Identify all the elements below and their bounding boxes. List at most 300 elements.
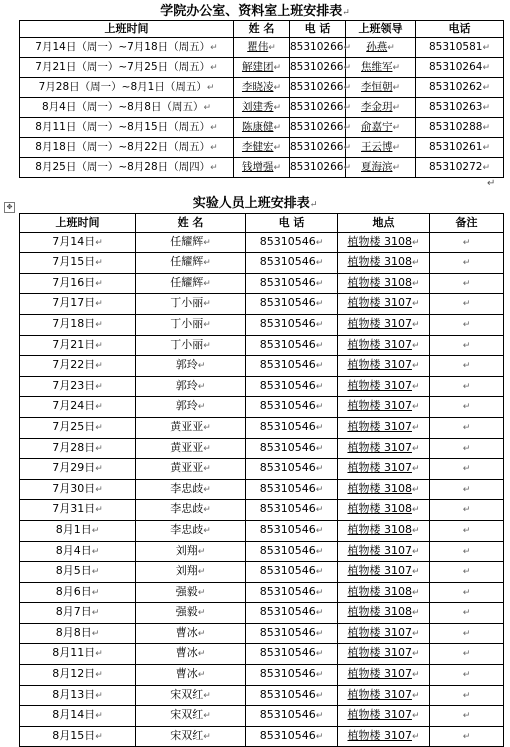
- office-schedule-cell-text: 夏海滨: [360, 161, 393, 173]
- cell-end-mark-icon: ↵: [268, 43, 276, 53]
- lab-schedule-cell-location[interactable]: [338, 706, 430, 727]
- lab-schedule-title-text: 实验人员上班安排表: [192, 196, 310, 211]
- office-schedule-cell-text: 钱增强: [241, 161, 274, 173]
- office-schedule-cell-name[interactable]: [234, 58, 290, 78]
- lab-schedule-cell-location[interactable]: [338, 541, 430, 562]
- office-schedule-header-row: [20, 21, 504, 38]
- office-schedule-cell-time[interactable]: [20, 78, 234, 98]
- lab-schedule-row: [20, 479, 504, 500]
- lab-schedule-cell-phone[interactable]: [246, 459, 338, 480]
- lab-schedule-cell-phone[interactable]: [246, 417, 338, 438]
- cell-end-mark-icon: ↵: [315, 690, 324, 701]
- office-schedule-cell-name[interactable]: [234, 118, 290, 138]
- cell-end-mark-icon: ↵: [462, 546, 471, 557]
- lab-schedule-cell-time[interactable]: [20, 541, 136, 562]
- lab-schedule-cell-name[interactable]: [136, 562, 246, 583]
- lab-schedule-cell-time[interactable]: [20, 335, 136, 356]
- lab-schedule-cell-name[interactable]: [136, 623, 246, 644]
- lab-schedule-cell-note[interactable]: [430, 273, 504, 294]
- lab-schedule-cell-location[interactable]: [338, 253, 430, 274]
- lab-schedule-cell-note[interactable]: [430, 479, 504, 500]
- lab-schedule-cell-text: 85310546: [259, 564, 316, 578]
- lab-schedule-cell-name[interactable]: [136, 294, 246, 315]
- lab-schedule-cell-name[interactable]: [136, 479, 246, 500]
- lab-schedule-cell-text: 7月17日: [52, 296, 96, 310]
- cell-end-mark-icon: ↵: [462, 258, 471, 269]
- lab-schedule-cell-note[interactable]: [430, 685, 504, 706]
- lab-schedule-cell-name[interactable]: [136, 582, 246, 603]
- office-header-time: 上班时间: [20, 21, 234, 38]
- lab-schedule-cell-text: 8月15日: [52, 728, 96, 742]
- cell-end-mark-icon: ↵: [210, 63, 218, 73]
- lab-schedule-cell-location[interactable]: [338, 623, 430, 644]
- office-schedule-cell-text: 85310272: [429, 161, 483, 173]
- lab-schedule-cell-time[interactable]: [20, 376, 136, 397]
- lab-schedule-cell-location[interactable]: [338, 273, 430, 294]
- lab-schedule-cell-location[interactable]: [338, 438, 430, 459]
- cell-end-mark-icon: ↵: [273, 103, 282, 113]
- cell-end-mark-icon: ↵: [95, 299, 103, 310]
- lab-schedule-cell-time[interactable]: [20, 623, 136, 644]
- office-schedule-cell-time[interactable]: [20, 138, 234, 158]
- lab-schedule-cell-phone[interactable]: [246, 273, 338, 294]
- lab-schedule-cell-name[interactable]: [136, 273, 246, 294]
- lab-schedule-cell-text: 7月21日: [52, 337, 96, 351]
- lab-schedule-cell-text: 8月14日: [52, 708, 96, 722]
- lab-schedule-cell-text: 宋双红: [170, 708, 204, 722]
- lab-schedule-cell-text: 丁小丽: [170, 296, 204, 310]
- lab-schedule-cell-text: 8月7日: [55, 605, 92, 619]
- lab-schedule-cell-name[interactable]: [136, 706, 246, 727]
- lab-schedule-cell-phone[interactable]: [246, 314, 338, 335]
- lab-schedule-cell-text: 8月6日: [55, 584, 92, 598]
- cell-end-mark-icon: ↵: [203, 731, 211, 742]
- cell-end-mark-icon: ↵: [462, 649, 471, 660]
- cell-end-mark-icon: ↵: [95, 237, 103, 248]
- office-schedule-cell-name[interactable]: [234, 158, 290, 178]
- cell-end-mark-icon: ↵: [462, 711, 471, 722]
- office-schedule-cell-leader[interactable]: [346, 138, 416, 158]
- office-schedule-cell-leader-phone[interactable]: [416, 98, 504, 118]
- lab-schedule-cell-text: 85310546: [259, 728, 316, 742]
- cell-end-mark-icon: ↵: [273, 143, 282, 153]
- office-schedule-cell-text: 李健宏: [241, 141, 274, 153]
- office-schedule-cell-phone[interactable]: [290, 38, 351, 58]
- lab-schedule-cell-location[interactable]: [338, 582, 430, 603]
- lab-schedule-cell-text: 85310546: [259, 316, 316, 330]
- lab-schedule-row: [20, 314, 504, 335]
- lab-schedule-cell-name[interactable]: [136, 726, 246, 747]
- office-schedule-cell-time[interactable]: [20, 158, 234, 178]
- cell-end-mark-icon: ↵: [411, 546, 420, 557]
- lab-schedule-cell-text: 8月4日: [55, 543, 92, 557]
- lab-schedule-cell-time[interactable]: [20, 582, 136, 603]
- lab-schedule-cell-phone[interactable]: [246, 644, 338, 665]
- lab-schedule-cell-location[interactable]: [338, 500, 430, 521]
- office-schedule-cell-phone[interactable]: [290, 78, 351, 98]
- lab-schedule-row: [20, 294, 504, 315]
- lab-schedule-cell-note[interactable]: [430, 314, 504, 335]
- lab-schedule-cell-note[interactable]: [430, 603, 504, 624]
- office-schedule-cell-name[interactable]: [234, 138, 290, 158]
- lab-schedule-cell-note[interactable]: [430, 417, 504, 438]
- lab-schedule-cell-phone[interactable]: [246, 438, 338, 459]
- cell-end-mark-icon: ↵: [411, 319, 420, 330]
- office-schedule-cell-leader-phone[interactable]: [416, 158, 504, 178]
- lab-schedule-cell-text: 丁小丽: [170, 337, 204, 351]
- lab-schedule-cell-note[interactable]: [430, 253, 504, 274]
- office-schedule-cell-name[interactable]: [234, 98, 290, 118]
- office-schedule-cell-text: 王云博: [360, 141, 393, 153]
- office-schedule-cell-text: 85310262: [429, 81, 483, 93]
- cell-end-mark-icon: ↵: [392, 143, 401, 153]
- cell-end-mark-icon: ↵: [206, 83, 215, 93]
- cell-end-mark-icon: ↵: [315, 319, 324, 330]
- office-schedule-cell-text: 85310266: [290, 141, 344, 153]
- office-schedule-cell-time[interactable]: [20, 38, 234, 58]
- cell-end-mark-icon: ↵: [462, 628, 471, 639]
- cell-end-mark-icon: ↵: [91, 587, 100, 598]
- office-schedule-cell-phone[interactable]: [290, 158, 351, 178]
- lab-schedule-cell-phone[interactable]: [246, 685, 338, 706]
- lab-schedule-cell-text: 李忠歧: [170, 481, 204, 495]
- lab-schedule-cell-location[interactable]: [338, 314, 430, 335]
- cell-end-mark-icon: ↵: [203, 299, 211, 310]
- lab-schedule-cell-name[interactable]: [136, 541, 246, 562]
- lab-schedule-cell-time[interactable]: [20, 232, 136, 253]
- lab-schedule-cell-location[interactable]: [338, 644, 430, 665]
- office-schedule-cell-leader[interactable]: [346, 58, 416, 78]
- cell-end-mark-icon: ↵: [343, 103, 351, 113]
- lab-schedule-cell-time[interactable]: [20, 356, 136, 377]
- lab-schedule-cell-time[interactable]: [20, 417, 136, 438]
- cell-end-mark-icon: ↵: [482, 123, 490, 133]
- lab-schedule-cell-text: 植物楼 3108: [347, 275, 412, 289]
- lab-schedule-cell-text: 植物楼 3107: [347, 625, 412, 639]
- lab-schedule-cell-location[interactable]: [338, 397, 430, 418]
- lab-schedule-cell-location[interactable]: [338, 520, 430, 541]
- lab-schedule-cell-note[interactable]: [430, 335, 504, 356]
- lab-schedule-cell-name[interactable]: [136, 356, 246, 377]
- cell-end-mark-icon: ↵: [203, 443, 211, 454]
- office-schedule-cell-leader-phone[interactable]: [416, 38, 504, 58]
- lab-schedule-cell-text: 植物楼 3108: [347, 584, 412, 598]
- lab-schedule-cell-name[interactable]: [136, 520, 246, 541]
- lab-schedule-row: [20, 500, 504, 521]
- lab-schedule-cell-text: 郭玲: [175, 378, 198, 392]
- lab-schedule-cell-name[interactable]: [136, 685, 246, 706]
- lab-schedule-cell-name[interactable]: [136, 438, 246, 459]
- lab-schedule-cell-phone[interactable]: [246, 232, 338, 253]
- cell-end-mark-icon: ↵: [95, 505, 103, 516]
- office-schedule-cell-leader[interactable]: [346, 158, 416, 178]
- office-schedule-title: [0, 4, 510, 21]
- office-schedule-cell-leader-phone[interactable]: [416, 78, 504, 98]
- cell-end-mark-icon: ↵: [315, 402, 324, 413]
- lab-schedule-cell-time[interactable]: [20, 562, 136, 583]
- lab-schedule-row: [20, 582, 504, 603]
- lab-header-note: 备注: [430, 214, 504, 233]
- lab-schedule-cell-phone[interactable]: [246, 623, 338, 644]
- lab-schedule-cell-note[interactable]: [430, 706, 504, 727]
- lab-schedule-cell-name[interactable]: [136, 376, 246, 397]
- office-schedule-cell-text: 8月25日（周一）~8月28日（周四）: [35, 161, 211, 173]
- lab-schedule-cell-time[interactable]: [20, 520, 136, 541]
- lab-schedule-cell-time[interactable]: [20, 253, 136, 274]
- lab-schedule-cell-note[interactable]: [430, 356, 504, 377]
- paragraph-mark-icon: ↵: [309, 200, 318, 210]
- lab-schedule-cell-time[interactable]: [20, 685, 136, 706]
- lab-schedule-cell-text: 7月31日: [52, 502, 96, 516]
- lab-schedule-cell-note[interactable]: [430, 459, 504, 480]
- lab-schedule-cell-location[interactable]: [338, 562, 430, 583]
- lab-schedule-cell-note[interactable]: [430, 623, 504, 644]
- office-schedule-row: [20, 58, 504, 78]
- office-schedule-cell-text: 李金玥: [360, 101, 393, 113]
- lab-schedule-cell-phone[interactable]: [246, 479, 338, 500]
- lab-schedule-cell-location[interactable]: [338, 459, 430, 480]
- cell-end-mark-icon: ↵: [462, 381, 471, 392]
- lab-schedule-cell-phone[interactable]: [246, 541, 338, 562]
- lab-schedule-cell-time[interactable]: [20, 459, 136, 480]
- lab-header-location: 地点: [338, 214, 430, 233]
- cell-end-mark-icon: ↵: [273, 163, 282, 173]
- lab-schedule-cell-location[interactable]: [338, 417, 430, 438]
- lab-schedule-cell-note[interactable]: [430, 726, 504, 747]
- cell-end-mark-icon: ↵: [411, 670, 420, 681]
- lab-schedule-cell-text: 7月28日: [52, 440, 96, 454]
- lab-schedule-cell-note[interactable]: [430, 520, 504, 541]
- lab-schedule-cell-phone[interactable]: [246, 665, 338, 686]
- lab-schedule-cell-text: 8月11日: [52, 646, 96, 660]
- cell-end-mark-icon: ↵: [411, 464, 420, 475]
- cell-end-mark-icon: ↵: [315, 340, 324, 351]
- cell-end-mark-icon: ↵: [203, 103, 212, 113]
- cell-end-mark-icon: ↵: [411, 402, 420, 413]
- lab-schedule-cell-time[interactable]: [20, 479, 136, 500]
- office-schedule-cell-text: 7月14日（周一）~7月18日（周五）: [35, 41, 211, 53]
- cell-end-mark-icon: ↵: [392, 103, 401, 113]
- lab-schedule-cell-location[interactable]: [338, 665, 430, 686]
- lab-schedule-cell-note[interactable]: [430, 582, 504, 603]
- lab-schedule-cell-text: 8月1日: [55, 522, 92, 536]
- lab-schedule-cell-phone[interactable]: [246, 582, 338, 603]
- lab-schedule-cell-text: 8月5日: [55, 564, 92, 578]
- lab-schedule-cell-note[interactable]: [430, 397, 504, 418]
- office-schedule-cell-time[interactable]: [20, 98, 234, 118]
- lab-schedule-cell-location[interactable]: [338, 479, 430, 500]
- cell-end-mark-icon: ↵: [462, 525, 471, 536]
- office-schedule-cell-leader[interactable]: [346, 118, 416, 138]
- lab-schedule-cell-note[interactable]: [430, 376, 504, 397]
- office-schedule-row: [20, 118, 504, 138]
- cell-end-mark-icon: ↵: [197, 361, 206, 372]
- cell-end-mark-icon: ↵: [462, 237, 471, 248]
- cell-end-mark-icon: ↵: [210, 163, 218, 173]
- cell-end-mark-icon: ↵: [197, 402, 206, 413]
- office-schedule-cell-leader[interactable]: [346, 98, 416, 118]
- lab-schedule-cell-phone[interactable]: [246, 335, 338, 356]
- lab-schedule-cell-phone[interactable]: [246, 562, 338, 583]
- lab-schedule-cell-time[interactable]: [20, 706, 136, 727]
- lab-schedule-cell-location[interactable]: [338, 335, 430, 356]
- lab-schedule-cell-text: 郭玲: [175, 399, 198, 413]
- lab-schedule-cell-phone[interactable]: [246, 376, 338, 397]
- lab-schedule-cell-note[interactable]: [430, 232, 504, 253]
- lab-schedule-cell-text: 宋双红: [170, 687, 204, 701]
- lab-schedule-cell-time[interactable]: [20, 665, 136, 686]
- lab-schedule-cell-time[interactable]: [20, 273, 136, 294]
- lab-schedule-cell-time[interactable]: [20, 294, 136, 315]
- lab-schedule-row: [20, 726, 504, 747]
- cell-end-mark-icon: ↵: [315, 422, 324, 433]
- lab-schedule-cell-text: 植物楼 3107: [347, 440, 412, 454]
- lab-schedule-cell-location[interactable]: [338, 356, 430, 377]
- lab-schedule-cell-time[interactable]: [20, 500, 136, 521]
- lab-schedule-cell-text: 8月8日: [55, 625, 92, 639]
- cell-end-mark-icon: ↵: [411, 381, 420, 392]
- cell-end-mark-icon: ↵: [462, 361, 471, 372]
- lab-schedule-cell-name[interactable]: [136, 459, 246, 480]
- lab-schedule-cell-text: 85310546: [259, 399, 316, 413]
- cell-end-mark-icon: ↵: [203, 690, 211, 701]
- office-schedule-cell-leader[interactable]: [346, 78, 416, 98]
- office-schedule-cell-time[interactable]: [20, 58, 234, 78]
- office-schedule-cell-leader-phone[interactable]: [416, 58, 504, 78]
- lab-schedule-cell-time[interactable]: [20, 438, 136, 459]
- lab-schedule-cell-note[interactable]: [430, 541, 504, 562]
- cell-end-mark-icon: ↵: [343, 123, 351, 133]
- lab-schedule-cell-text: 丁小丽: [170, 316, 204, 330]
- office-schedule-cell-phone[interactable]: [290, 98, 351, 118]
- cell-end-mark-icon: ↵: [315, 278, 324, 289]
- lab-schedule-cell-text: 植物楼 3108: [347, 605, 412, 619]
- office-schedule-cell-text: 刘建秀: [241, 101, 274, 113]
- lab-schedule-cell-text: 植物楼 3107: [347, 564, 412, 578]
- lab-schedule-cell-text: 植物楼 3108: [347, 234, 412, 248]
- lab-schedule-cell-note[interactable]: [430, 438, 504, 459]
- cell-end-mark-icon: ↵: [411, 711, 420, 722]
- cell-end-mark-icon: ↵: [411, 587, 420, 598]
- lab-schedule-row: [20, 541, 504, 562]
- lab-schedule-cell-location[interactable]: [338, 232, 430, 253]
- lab-schedule-cell-note[interactable]: [430, 500, 504, 521]
- lab-schedule-cell-location[interactable]: [338, 294, 430, 315]
- lab-schedule-cell-phone[interactable]: [246, 500, 338, 521]
- office-schedule-cell-text: 85310266: [290, 81, 344, 93]
- lab-schedule-cell-name[interactable]: [136, 335, 246, 356]
- office-schedule-cell-text: 焦维军: [360, 61, 393, 73]
- lab-schedule-cell-time[interactable]: [20, 644, 136, 665]
- lab-header-time: 上班时间: [20, 214, 136, 233]
- lab-schedule-cell-name[interactable]: [136, 397, 246, 418]
- lab-schedule-cell-name[interactable]: [136, 417, 246, 438]
- lab-schedule-row: [20, 644, 504, 665]
- lab-schedule-cell-text: 85310546: [259, 646, 316, 660]
- lab-schedule-cell-text: 黄亚亚: [170, 440, 204, 454]
- office-schedule-cell-name[interactable]: [234, 78, 290, 98]
- office-schedule-cell-phone[interactable]: [290, 58, 351, 78]
- lab-schedule-cell-name[interactable]: [136, 253, 246, 274]
- lab-schedule-cell-name[interactable]: [136, 232, 246, 253]
- lab-schedule-cell-text: 85310546: [259, 708, 316, 722]
- lab-schedule-cell-text: 85310546: [259, 461, 316, 475]
- cell-end-mark-icon: ↵: [197, 670, 206, 681]
- lab-schedule-cell-text: 植物楼 3108: [347, 481, 412, 495]
- lab-schedule-cell-text: 植物楼 3107: [347, 358, 412, 372]
- lab-schedule-cell-time[interactable]: [20, 397, 136, 418]
- lab-schedule-cell-time[interactable]: [20, 726, 136, 747]
- table-move-handle-icon[interactable]: ✥: [4, 202, 15, 213]
- lab-schedule-cell-name[interactable]: [136, 603, 246, 624]
- cell-end-mark-icon: ↵: [411, 567, 420, 578]
- cell-end-mark-icon: ↵: [392, 83, 401, 93]
- office-schedule-cell-phone[interactable]: [290, 138, 351, 158]
- cell-end-mark-icon: ↵: [482, 83, 490, 93]
- cell-end-mark-icon: ↵: [462, 690, 471, 701]
- lab-schedule-row: [20, 253, 504, 274]
- lab-schedule-cell-phone[interactable]: [246, 726, 338, 747]
- lab-schedule-cell-location[interactable]: [338, 376, 430, 397]
- cell-end-mark-icon: ↵: [95, 381, 103, 392]
- office-schedule-cell-leader-phone[interactable]: [416, 118, 504, 138]
- cell-end-mark-icon: ↵: [273, 123, 282, 133]
- lab-schedule-cell-location[interactable]: [338, 685, 430, 706]
- lab-schedule-cell-text: 强毅: [175, 605, 198, 619]
- cell-end-mark-icon: ↵: [197, 381, 206, 392]
- lab-schedule-cell-text: 植物楼 3108: [347, 502, 412, 516]
- lab-schedule-cell-phone[interactable]: [246, 397, 338, 418]
- lab-schedule-cell-text: 85310546: [259, 378, 316, 392]
- lab-schedule-cell-phone[interactable]: [246, 603, 338, 624]
- office-schedule-cell-leader-phone[interactable]: [416, 138, 504, 158]
- lab-schedule-cell-name[interactable]: [136, 644, 246, 665]
- cell-end-mark-icon: ↵: [95, 690, 103, 701]
- lab-schedule-cell-note[interactable]: [430, 665, 504, 686]
- lab-schedule-cell-text: 曹冰: [175, 667, 198, 681]
- lab-schedule-cell-text: 85310546: [259, 481, 316, 495]
- lab-schedule-cell-note[interactable]: [430, 562, 504, 583]
- lab-schedule-cell-time[interactable]: [20, 314, 136, 335]
- cell-end-mark-icon: ↵: [411, 484, 420, 495]
- office-schedule-cell-name[interactable]: [234, 38, 290, 58]
- office-schedule-cell-leader[interactable]: [346, 38, 416, 58]
- lab-schedule-cell-phone[interactable]: [246, 706, 338, 727]
- lab-schedule-cell-phone[interactable]: [246, 520, 338, 541]
- office-schedule-cell-phone[interactable]: [290, 118, 351, 138]
- lab-schedule-cell-note[interactable]: [430, 644, 504, 665]
- cell-end-mark-icon: ↵: [462, 587, 471, 598]
- lab-schedule-cell-text: 植物楼 3107: [347, 378, 412, 392]
- lab-schedule-cell-name[interactable]: [136, 314, 246, 335]
- lab-schedule-row: [20, 685, 504, 706]
- lab-schedule-cell-phone[interactable]: [246, 253, 338, 274]
- lab-schedule-cell-name[interactable]: [136, 665, 246, 686]
- lab-schedule-cell-location[interactable]: [338, 603, 430, 624]
- cell-end-mark-icon: ↵: [197, 649, 206, 660]
- lab-schedule-cell-note[interactable]: [430, 294, 504, 315]
- lab-schedule-cell-location[interactable]: [338, 726, 430, 747]
- lab-schedule-cell-phone[interactable]: [246, 356, 338, 377]
- lab-schedule-cell-name[interactable]: [136, 500, 246, 521]
- office-schedule-cell-text: 85310266: [290, 161, 344, 173]
- cell-end-mark-icon: ↵: [482, 143, 490, 153]
- office-schedule-cell-time[interactable]: [20, 118, 234, 138]
- cell-end-mark-icon: ↵: [273, 83, 282, 93]
- lab-schedule-cell-time[interactable]: [20, 603, 136, 624]
- lab-schedule-cell-phone[interactable]: [246, 294, 338, 315]
- cell-end-mark-icon: ↵: [95, 464, 103, 475]
